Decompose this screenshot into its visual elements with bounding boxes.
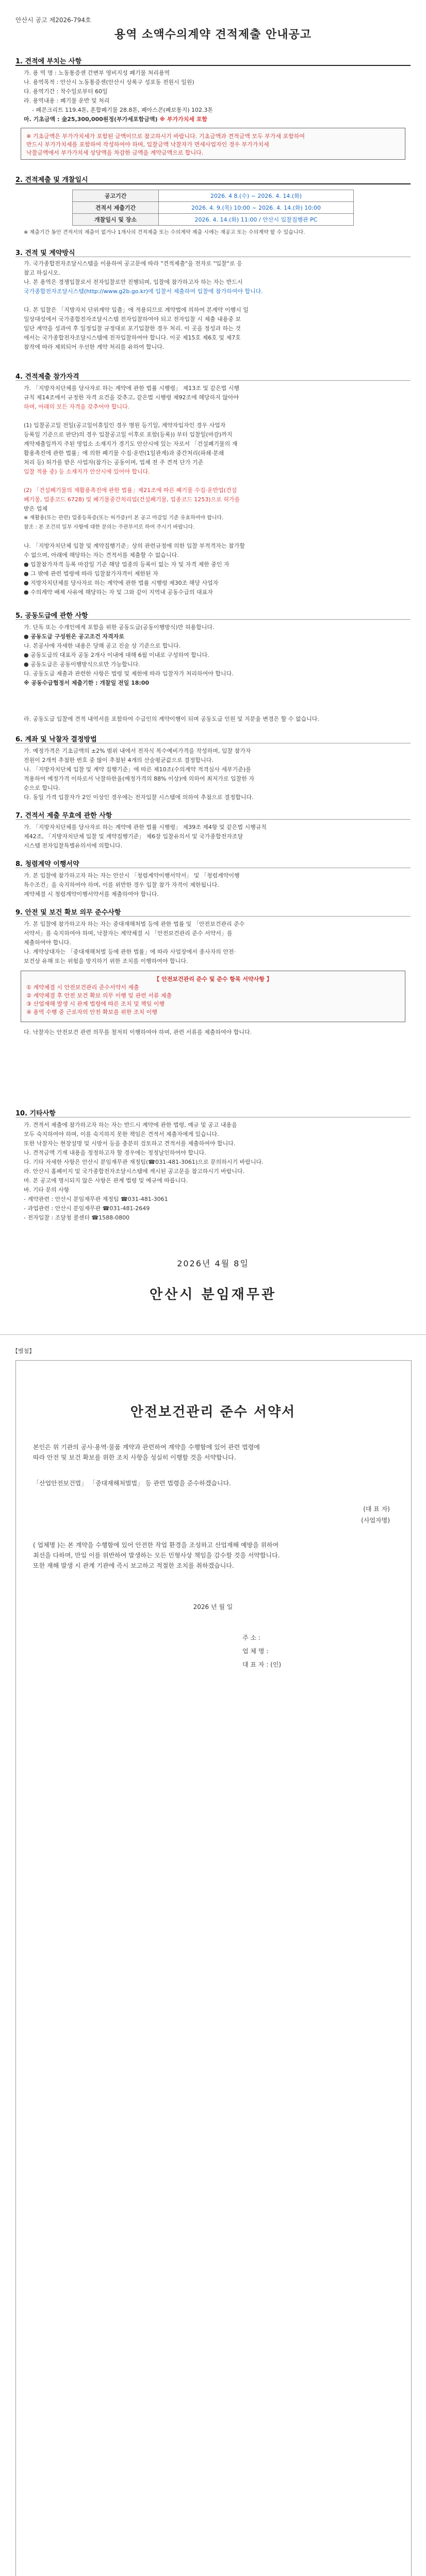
page-separator — [0, 1334, 426, 1335]
section-9-heading: 9. 안전 및 보건 확보 의무 준수사항 — [15, 909, 121, 917]
s4-line: 폐기물, 업종코드 6728) 및 폐기물중간처리업(건설폐기물, 업종코드 1253)으로 허가를 — [24, 496, 240, 503]
section-10-heading: 10. 기타사항 — [15, 1110, 56, 1117]
vat-note: 반드시 부가가치세를 포함하여 작성하여야 하며, 입찰금액 낙찰자가 면세사업자인 경우 부가가치세 — [26, 141, 269, 148]
s3-line: 다. 본 입찰은 「지방자치 단위계약 입출」에 적용되므로 계약법에 의하여 본계약 이행시 일 — [24, 307, 249, 313]
s3-line: 나. 본 용역은 경쟁입찰로서 전자입찰로만 진행되며, 입찰에 참가하고자 하는 자는 반드시 — [24, 279, 243, 285]
s10-line: - 과업관련 : 안산시 분임재무관 ☎031-481-2649 — [24, 1205, 150, 1212]
notice-number: 안산시 공고 제2026-794호 — [15, 16, 91, 24]
s1-line: 나. 용역목적 : 안산시 노동통증센(안산시 상록구 성포동 전원시 일원) — [24, 79, 194, 86]
s5-line: ※ 공동수급협정서 제출기한 : 개찰일 전일 18:00 — [24, 680, 150, 686]
s4-line: ● 지방자치단체를 당사자로 하는 계약에 관한 법률 시행령 제30조 해당 사업자 — [24, 580, 219, 586]
s6-line: 나. 「지방자치단체 입찰 및 계약 집행기준」에 따른 제10조(수의계약 적격심사 세부기준)를 — [24, 766, 251, 773]
pledge-date: 2026 년 월 일 — [193, 1603, 233, 1611]
s8-line: 계약체결 시 청렴계약이행서약서를 제출하여야 합니다. — [24, 891, 159, 897]
s10-line: 마. 본 공고에 명시되지 않은 사항은 관계 법령 및 예규에 따릅니다. — [24, 1177, 188, 1184]
s5-line: ● 공동도급은 공동이행방식으로만 가능합니다. — [24, 661, 140, 668]
s5-line: 나. 본공사에 자세한 내용은 당해 공고 진술 상 기준으로 합니다. — [24, 642, 181, 649]
s4-line: 활용촉진에 관한 법률」에 의한 폐기물 수집·운반(1일관계)과 중간처리(파쇄·분쇄 — [24, 450, 224, 456]
section-8-heading: 8. 청렴계약 이행서약 — [15, 860, 79, 868]
section-3-heading: 3. 견적 및 계약방식 — [15, 249, 75, 257]
table-row — [73, 202, 354, 214]
s1-line: 라. 용역내용 : 폐기물 운반 및 처리 — [24, 97, 110, 104]
s4-line: 처리 등) 허가를 받은 사업자(참가는 공동이며, 업체 전 주 견적 단가 기준 — [24, 459, 204, 466]
s1-line: 가. 용 역 명 : 노동통증센 간변부 영비지성 폐기물 처리용역 — [24, 70, 170, 76]
s4-line: 입찰 적용 중) 등 소재지가 안산시에 있어야 합니다. — [24, 468, 150, 475]
section-5-heading: 5. 공동도급에 관한 사항 — [15, 612, 88, 620]
s10-line: 라. 안산시 홈페이지 및 국가종합전자조달시스템에 게시된 공고문을 참고하시기 바랍니다. — [24, 1168, 245, 1175]
safety-box-item: ③ 산업재해 발생 시 관계 법령에 따른 조치 및 책임 이행 — [26, 1001, 165, 1007]
s6-line: 순으로 합니다. — [24, 785, 60, 791]
safety-box-item: ④ 용역 수행 중 근로자의 안전 확보를 위한 조치 이행 — [26, 1009, 157, 1015]
s4-line: 가. 「지방자치단체를 당사자로 하는 계약에 관한 법률 시행령」 제13조 및 같은법 시행 — [24, 385, 239, 392]
issuing-office: 안산시 분임재무관 — [150, 1287, 276, 1302]
pledge-signature-line: 대 표 자 : (인) — [242, 1661, 282, 1668]
s8-line: 가. 본 입찰에 참가하고자 하는 자는 안산시 「청렴계약이행서약서」 및 「청렴계약이행 — [24, 872, 240, 879]
pledge-title: 안전보건관리 준수 서약서 — [130, 1404, 296, 1420]
vat-note: 낙찰금액에서 부가가치세 상당액을 차감한 금액을 계약금액으로 합니다. — [26, 149, 204, 156]
section-2-heading: 2. 견적제출 및 개찰일시 — [15, 176, 88, 184]
pledge-signature-line: 업 체 명 : — [242, 1648, 269, 1655]
section-6-heading: 6. 계좌 및 낙찰자 결정방법 — [15, 736, 97, 743]
s10-line: 가. 견적서 제출에 참가하고자 하는 자는 반드시 계약에 관한 법령, 예규 및 공고 내용을 — [24, 1122, 237, 1128]
pledge-detail: ( 업체명 )는 본 계약을 수행함에 있어 안전한 작업 환경을 조성하고 산업재해 예방을 위하여 — [33, 1541, 279, 1549]
pledge-item: 「산업안전보건법」 「중대재해처벌법」 등 관련 법령을 준수하겠습니다. — [33, 1480, 231, 1487]
vat-notice-box — [21, 128, 405, 160]
pledge-signature-line: 주 소 : — [242, 1634, 260, 1641]
s5-line: 다. 공동도급 제출과 관련한 사항은 법령 및 제한에 따라 입찰자가 처리하여야 합니다. — [24, 670, 234, 677]
table-row — [73, 214, 354, 226]
s6-line: 다. 동일 가격 입찰자가 2인 이상인 경우에는 전자입찰 시스템에 의하여 추첨으로 결정합니다. — [24, 794, 254, 801]
pledge-role: (사업자명) — [361, 1517, 390, 1524]
s10-line: 바. 기타 문의 사항 — [24, 1187, 70, 1193]
s1-line: 다. 용역기간 : 착수일로부터 60일 — [24, 88, 108, 95]
s3-line: 일단 계약을 성과여 후 일정입찰 규정대로 포기입찰한 경우 처리. 이 곳을 정성과 하는 것 — [24, 325, 241, 332]
s6-line: 적용하여 예정가격 이하로서 낙찰하한율(예정가격의 88% 이상)에 의하여 최저가로 입찰한 자 — [24, 775, 255, 782]
s4-line: (1) 입찰공고일 전일(공고일이휴일인 경우 병원 등기일, 계약자입자인 경우 사업자 — [24, 422, 226, 429]
s6-line: 가. 예정가격은 기초금액의 ±2% 범위 내에서 전자식 복수예비가격을 작성하며, 입찰 참가자 — [24, 748, 251, 754]
s3-line: 가. 국가종합전자조달시스템을 이용하여 공고문에 따라 "견적제출"을 전자로 "입찰"로 응 — [24, 260, 242, 267]
s4-line: 수 없으며, 아래에 해당하는 자는 견적서를 제출할 수 없습니다. — [24, 552, 179, 558]
schedule-label: 견적서 제출기간 — [73, 202, 159, 214]
safety-box-title: 【 안전보건관리 준수 및 준수 항목 서약사항 】 — [154, 976, 272, 982]
s3-line: 참고 하십시오. — [24, 269, 60, 276]
s9-line: 나. 계약상대자는 「중대재해처벌 등에 관한 법률」에 따라 사업장에서 종사자의 안전· — [24, 948, 236, 955]
s4-line: 나. 「지방자치단체 입찰 및 계약집행기준」상의 관련규정에 의한 입찰 부적격자는 참가할 — [24, 543, 245, 549]
s6-line: 전원이 2개씩 추첨한 번호 중 많이 추첨된 4개의 산술평균값으로 결정합니다. — [24, 757, 214, 764]
schedule-note: ※ 제출기간 동안 견적서의 제출이 없거나 1개사의 견적제출 또는 수의계약 제출 시에는 재공고 또는 수의계약 할 수 있습니다. — [24, 230, 305, 235]
s10-line: 모두 숙지하여야 하며, 이를 숙지하지 못한 책임은 견적서 제출자에게 있습니다. — [24, 1131, 219, 1138]
s3-line: 일상대성에서 국가종합전자조달시스템 전자입찰하여야 되고 전자입찰 시 제출 내용중 보 — [24, 316, 241, 323]
pledge-role: (대 표 자) — [363, 1505, 390, 1513]
s4-line: (2) 「건설폐기물의 재활용촉진에 관한 법률」제21조에 따른 폐기물 수집·운반업(건설 — [24, 487, 237, 494]
base-price: 마. 기초금액 : 金25,300,000원정(부가세포함금액) ※ 부가가치세 포함 — [24, 116, 208, 123]
schedule-label: 개찰일시 및 장소 — [73, 214, 159, 226]
s4-line: 참조 : 본 조건의 일부 사항에 대한 문의는 주관부서로 하여 주시기 바랍니다. — [24, 524, 195, 530]
s4-line: 규칙 제14조에서 규정한 자격 요건을 갖추고, 같은법 시행령 제92조에 해당하지 않아야 — [24, 394, 239, 401]
s4-line: ※ 재활용(또는 관련) 업종등록증(또는 허가증)이 본 공고 마감일 기준 유효하여야 합니다. — [24, 515, 224, 521]
section-divider — [15, 619, 411, 620]
s7-line: 제42조, 「지방자치단체 입찰 및 계약집행기준」 제6장 입찰유의서 및 국가종합전자조달 — [24, 833, 243, 840]
s5-line: ● 공동도급의 대표자 공동 2개사 이내에 대해 6월 이내로 구성하여 합니다. — [24, 652, 209, 658]
section-divider — [15, 183, 411, 184]
s10-line: 또한 낙찰자는 현장설명 및 시방서 등을 충분히 검토하고 견적서를 제출하여야 합니다. — [24, 1140, 236, 1147]
schedule-value: 2026. 4. 9.(목) 10:00 ~ 2026. 4. 14.(화) 10:00 — [159, 202, 354, 214]
s10-line: - 전자입찰 : 조달청 콜센터 ☎1588-0800 — [24, 1214, 130, 1221]
safety-box-item: ② 계약체결 후 안전 보건 확보 의무 이행 및 관련 서류 제출 — [26, 992, 172, 999]
vat-remark: ※ 부가가치세 포함 — [159, 116, 208, 123]
s8-line: 특수조건」을 숙지하여야 하며, 이를 위반한 경우 입찰 참가 자격이 제한됩니다. — [24, 882, 219, 888]
s4-line: ● 입찰참가자격 등록 마감일 기준 해당 업종의 등록이 없는 자 및 자격 제한 중인 자 — [24, 561, 230, 568]
s9-line: 서약서」를 숙지하여야 하며, 낙찰자는 계약체결 시 「안전보건관리 준수 서약서」를 — [24, 930, 233, 937]
safety-box-item: ① 계약체결 시 안전보건관리 준수서약서 제출 — [26, 984, 139, 991]
s9-line: 제출하여야 합니다. — [24, 939, 72, 946]
s4-line: ● 그 밖에 관련 법령에 따라 입찰참가자격이 제한된 자 — [24, 570, 158, 577]
s3-line: 참작에 따라 제외되어 우선한 계약 처리를 유하여 합니다. — [24, 344, 165, 350]
section-7-heading: 7. 견적서 제출 무효에 관한 사항 — [15, 812, 112, 820]
pledge-detail: 최선을 다하며, 만일 이를 위반하여 발생하는 모든 민형사상 책임을 감수할 것을 서약합니다. — [33, 1552, 280, 1559]
document-title: 용역 소액수의계약 견적제출 안내공고 — [114, 28, 312, 41]
s4-line: 하며, 아래의 모든 자격을 갖추어야 합니다. — [24, 403, 130, 410]
pledge-intro: 따라 안전 및 보건 확보를 위한 조치 사항을 성실히 이행할 것을 서약합니다. — [33, 1454, 236, 1461]
s7-line: 시스템 전자입찰특별유의서에 의합니다. — [24, 842, 123, 849]
s10-line: 다. 기타 자세한 사항은 안산시 분임재무관 재정팀(☎031-481-3061)으로 문의하시기 바랍니다. — [24, 1159, 264, 1165]
s10-line: 나. 견적금액 기재 내용을 정정하고자 할 경우에는 정정날인하여야 합니다. — [24, 1149, 206, 1156]
s7-line: 가. 「지방자치단체를 당사자로 하는 계약에 관한 법률 시행령」 제39조 제4항 및 같은법 시행규칙 — [24, 824, 267, 831]
vat-note: ※ 기초금액은 부가가치세가 포함된 금액이므로 참고하시기 바랍니다. 기초금액과 견적금액 모두 부가세 포함하여 — [26, 133, 305, 140]
safety-obligation-box — [21, 971, 405, 1022]
pledge-intro: 본인은 위 기관의 공사·용역·물품 계약과 관련하여 계약을 수행함에 있어 관련 법령에 — [33, 1444, 260, 1451]
table-row — [73, 190, 354, 202]
s3-line: 에서는 국가종합전자조달시스템에 전자입찰하여야 합니다. 이곳 제15호 제6호 및 제7호 — [24, 334, 241, 341]
schedule-value: 2026. 4. 14.(화) 11:00 / 안산시 입찰집행관 PC — [159, 214, 354, 226]
section-4-heading: 4. 견적제출 참가자격 — [15, 373, 79, 381]
schedule-value: 2026. 4 8.(수) ~ 2026. 4. 14.(화) — [159, 190, 354, 202]
s9-after: 다. 낙찰자는 안전보건 관련 의무를 철저히 이행하여야 하며, 관련 서류를 제출하여야 합니다. — [24, 1029, 252, 1036]
s3-line: 국가종합전자조달시스템(http://www.g2b.go.kr)에 입찰서 제출하여 입찰에 참가하여야 합니다. — [24, 288, 263, 295]
attachment-tag: 【별첨】 — [12, 1348, 35, 1354]
s9-line: 보건상 유해 또는 위험을 방지하기 위한 조치를 이행하여야 합니다. — [24, 958, 188, 964]
s1-line: - 폐콘크리트 119.4톤, 혼합폐기물 28.8톤, 폐아스콘(폐보통지) 102.3톤 — [32, 107, 214, 113]
s4-line: ● 수의계약 배제 사유에 해당하는 자 및 그와 같이 지역내 공동수급의 대표자 — [24, 589, 213, 596]
s5-line: 가. 단독 또는 수개인에게 포함을 위한 공동도급(공동이행방식)만 허용합니다. — [24, 624, 215, 631]
notice-date: 2026년 4월 8일 — [177, 1259, 249, 1268]
section-1-heading: 1. 견적에 부치는 사항 — [15, 58, 82, 65]
section-divider — [15, 819, 411, 820]
s10-line: - 계약관련 : 안산시 분임재무관 재정팀 ☎031-481-3061 — [24, 1196, 168, 1202]
s4-line: 계약제출일까지 주된 영업소 소재지가 경기도 안산시에 있는 자로서 「건설폐기물의 재 — [24, 440, 238, 447]
pledge-detail: 또한 재해 발생 시 관계 기관에 즉시 보고하고 적절한 조치를 취하겠습니다. — [33, 1562, 234, 1569]
s5-extra: 라. 공동도급 입찰에 견적 내역서를 포함하여 수급인의 계약이행이 되며 공동도급 인원 및 지분율 변경은 할 수 없습니다. — [24, 716, 319, 722]
section-divider — [15, 380, 411, 381]
s4-line: 받은 업체 — [24, 505, 48, 512]
s9-line: 가. 본 입찰에 참가하고자 하는 자는 중대재해처벌 등에 관한 법률 및 「안전보건관리 준수 — [24, 921, 245, 927]
s5-line: ● 공동도급 구성원은 공고조건 자격자로 — [24, 633, 124, 640]
section-divider — [15, 65, 411, 66]
schedule-label: 공고기간 — [73, 190, 159, 202]
section-divider — [15, 916, 411, 917]
s4-line: 등록일 기준으로 판단)의 경우 입찰공고일 이후로 포함(등록)) 부터 입찰일(마감)까지 — [24, 431, 233, 438]
schedule-table — [72, 190, 354, 226]
